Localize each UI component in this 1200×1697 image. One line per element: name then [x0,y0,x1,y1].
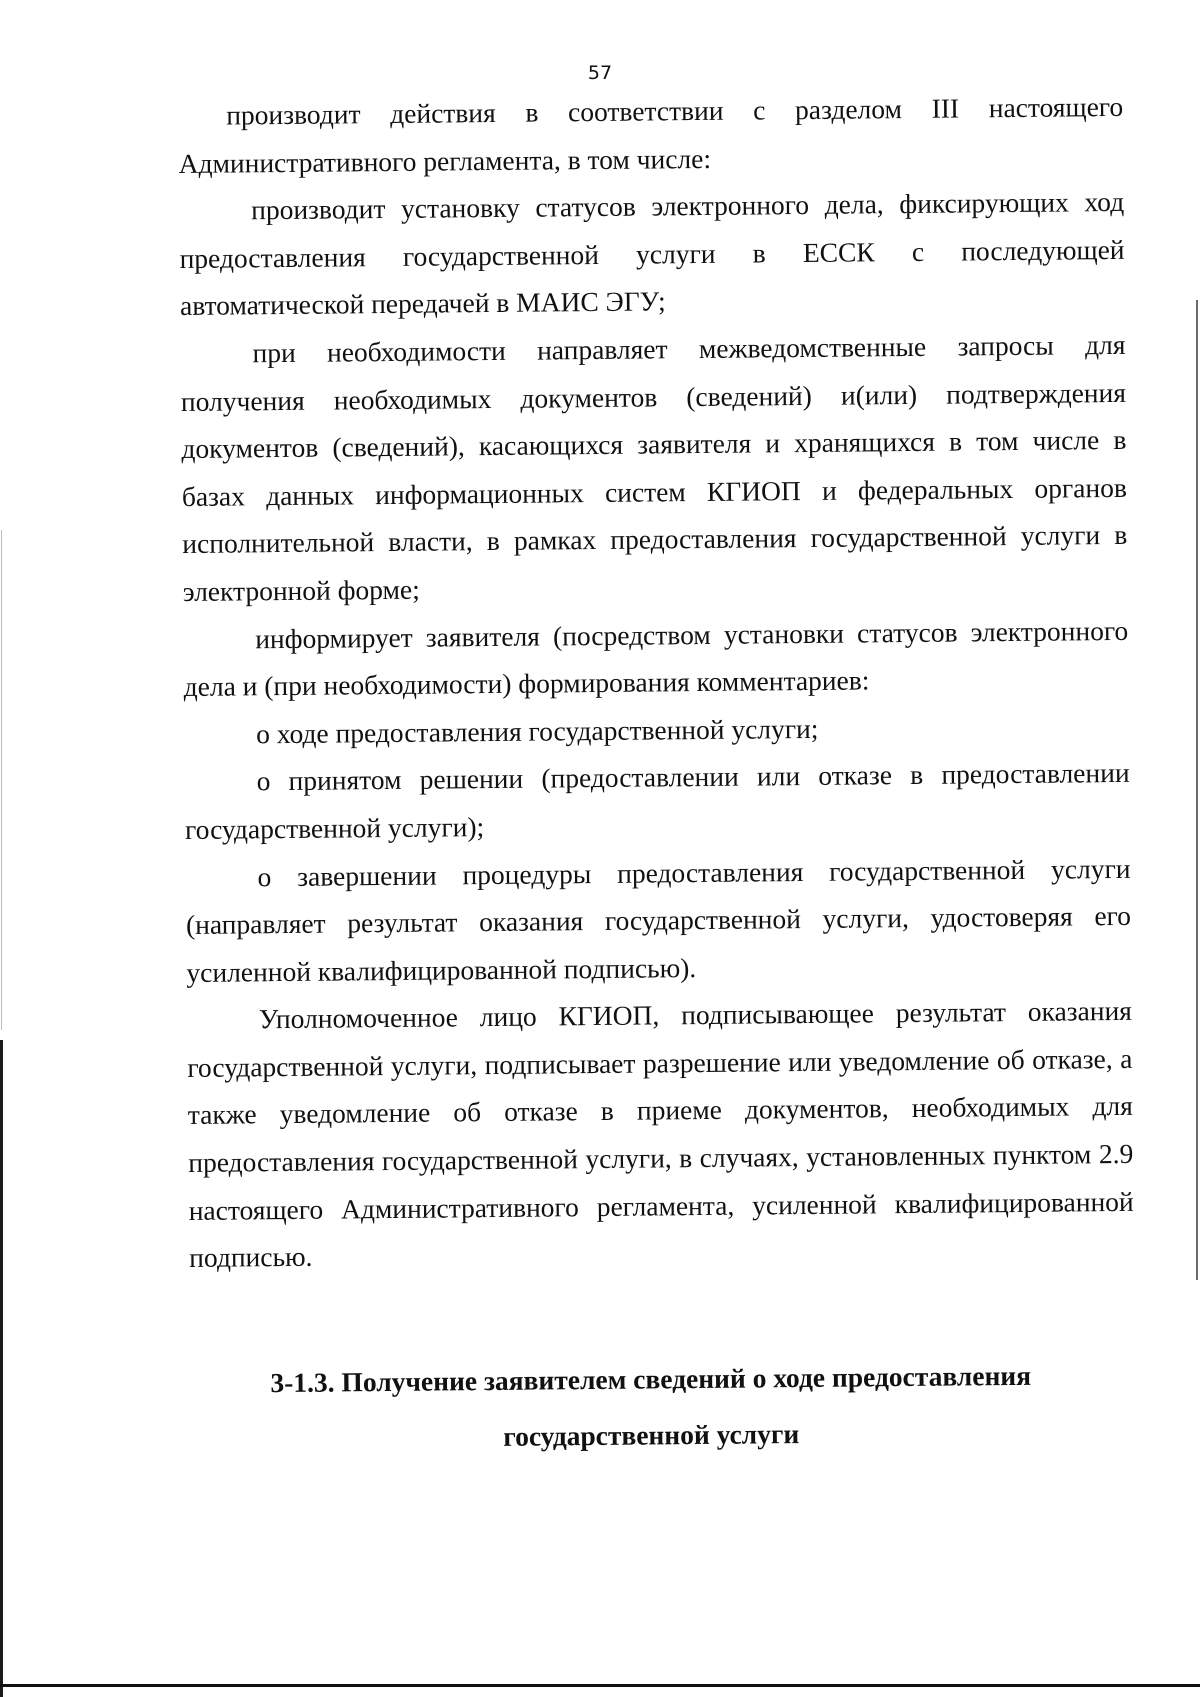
paragraph-authorized-person: Уполномоченное лицо КГИОП, подписывающее результат оказания государственной услуги, подписывает разрешение или уведомление об отказе, а также уведомление об отказе в приеме документов, необходимых для предоставления государственной услуги, в случаях, установленных пунктом 2.9 настоящего Административного регламента, усиленной квалифицированной подписью. [187,995,1134,1274]
paragraph-interagency-requests: при необходимости направляет межведомственные запросы для получения необходимых документов (сведений) и(или) подтверждения документов (сведений), касающихся заявителя и хранящихся в том числе в базах данных информационных систем КГИОП и федеральных органов исполнительной власти, в рамках предоставления государственной услуги в электронной форме; [180,328,1128,607]
scan-edge-bottom [0,1684,1200,1687]
scan-edge-left-top [1,530,2,1030]
paragraph-status-setting: производит установку статусов электронного дела, фиксирующих ход предоставления государственной услуги в ЕССК с последующей автоматической передачей в МАИС ЭГУ; [179,186,1125,322]
paragraph-progress: о ходе предоставления государственной услуги; [256,712,819,749]
paragraph-decision: о принятом решении (предоставлении или отказе в предоставлении государственной услуги); [184,757,1130,845]
scan-edge-left [0,1040,3,1697]
section-heading: 3-1.3. Получение заявителем сведений о ходе предоставления государственной услуги [270,1359,1032,1452]
paragraph-actions-intro: производит действия в соответствии с разделом III настоящего Административного регламента, в том числе: [178,90,1124,179]
page-number: 57 [587,62,613,84]
paragraph-completion: о завершении процедуры предоставления государственной услуги (направляет результат оказания государственной услуги, удостоверяя его усиленной квалифицированной подписью). [185,852,1132,988]
body-text [178,83,1134,1282]
scan-edge-right [1196,300,1198,1280]
paragraph-informs-applicant: информирует заявителя (посредством установки статусов электронного дела и (при необходимости) формирования комментариев: [183,614,1129,703]
